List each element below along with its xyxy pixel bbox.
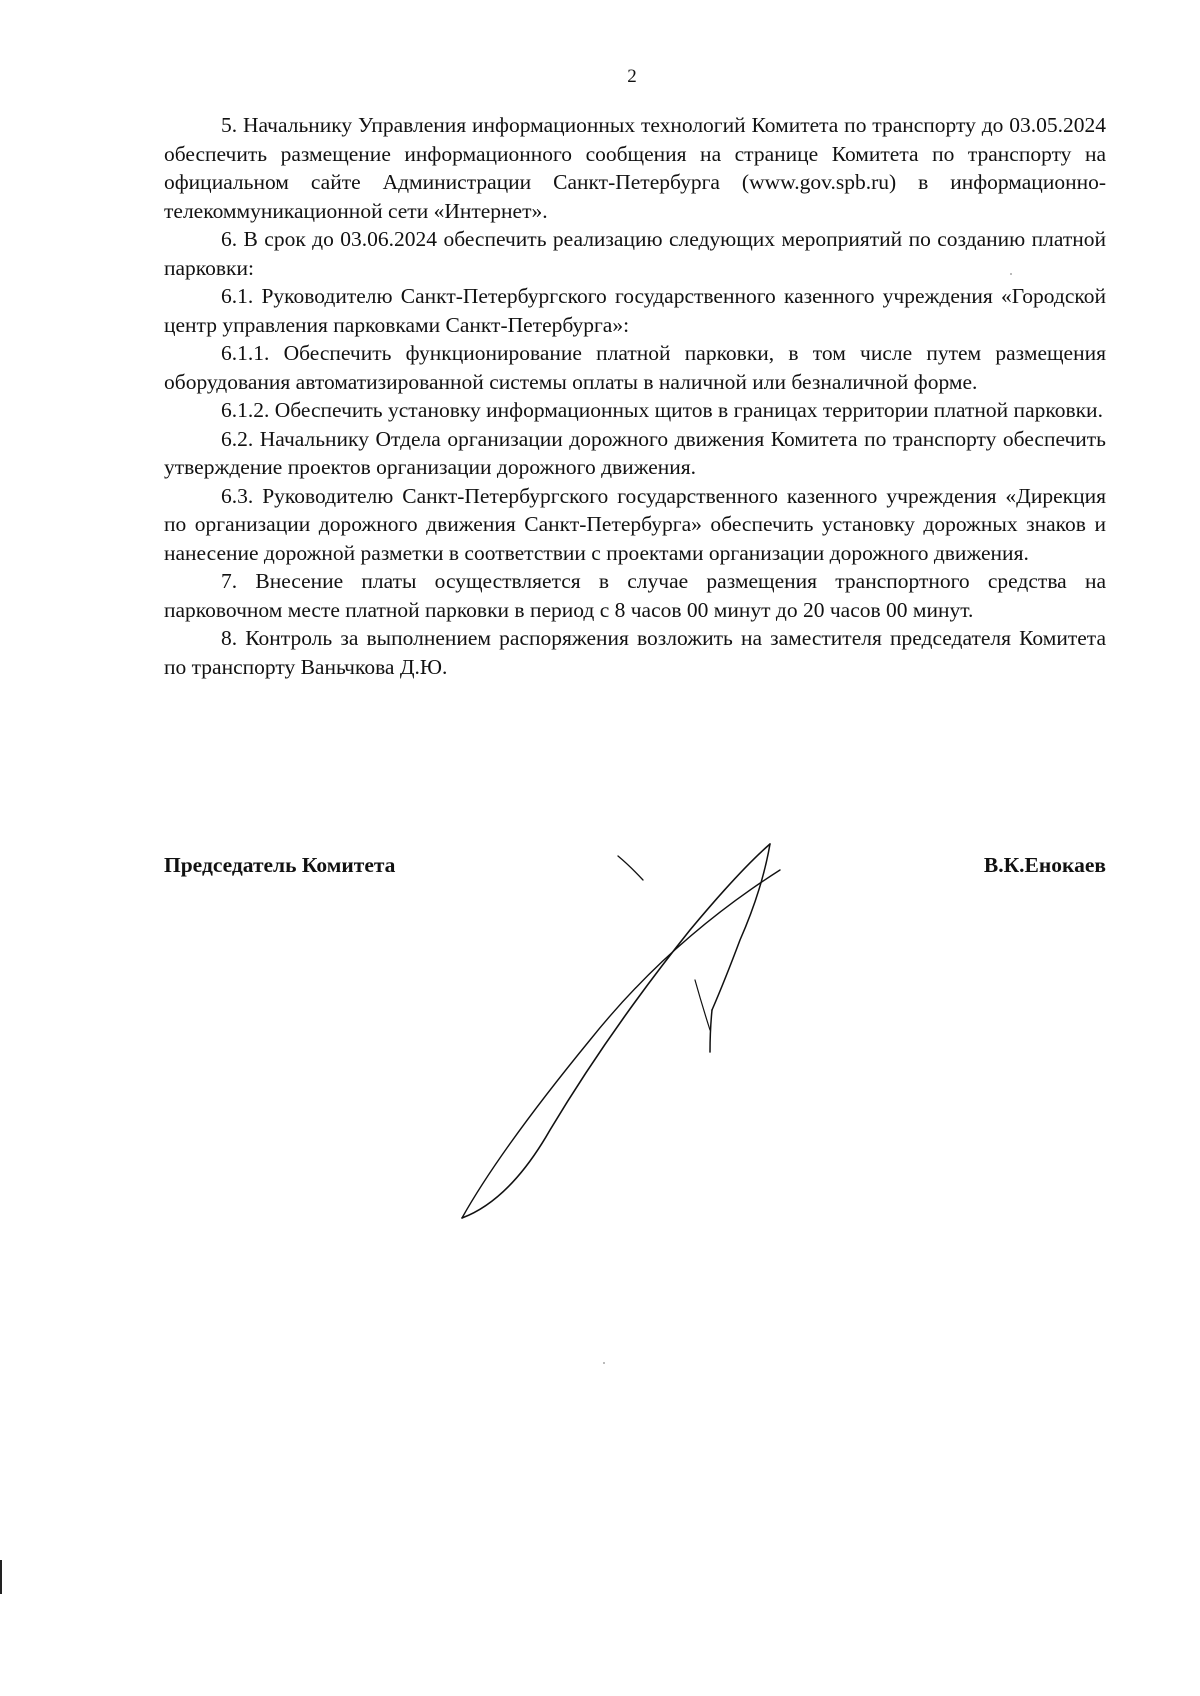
handwritten-signature bbox=[440, 830, 800, 1230]
scan-speck bbox=[1010, 273, 1012, 275]
document-body bbox=[164, 111, 1106, 681]
scan-edge-mark bbox=[0, 1560, 2, 1594]
scan-speck bbox=[603, 1362, 605, 1364]
paragraph-6-2: 6.2. Начальнику Отдела организации дорожного движения Комитета по транспорту обеспечить утверждение проектов организации дорожного движения. bbox=[164, 426, 1106, 479]
paragraph-7: 7. Внесение платы осуществляется в случае размещения транспортного средства на парковочном месте платной парковки в период с 8 часов 00 минут до 20 часов 00 минут. bbox=[164, 569, 1106, 622]
signatory-name: В.К.Енокаев bbox=[983, 853, 1106, 877]
paragraph-6-1-1: 6.1.1. Обеспечить функционирование платной парковки, в том числе путем размещения оборудования автоматизированной системы оплаты в наличной или безналичной форме. bbox=[164, 341, 1106, 394]
signatory-title: Председатель Комитета bbox=[164, 853, 396, 877]
paragraph-6: 6. В срок до 03.06.2024 обеспечить реализацию следующих мероприятий по созданию платной парковки: bbox=[164, 227, 1106, 280]
paragraph-6-3: 6.3. Руководителю Санкт-Петербургского государственного казенного учреждения «Дирекция по организации дорожного движения Санкт-Петербурга» обеспечить установку дорожных знаков и нанесение дорожной разметки в соответствии с проектами организации дорожного движения. bbox=[164, 483, 1106, 565]
paragraph-6-1: 6.1. Руководителю Санкт-Петербургского государственного казенного учреждения «Городской центр управления парковками Санкт-Петербурга»: bbox=[164, 284, 1106, 337]
paragraph-5: 5. Начальнику Управления информационных технологий Комитета по транспорту до 03.05.2024 обеспечить размещение информационного сообщения на странице Комитета по транспорту на официальном сайте Администрации Санкт-Петербурга (www.gov.spb.ru) в информационно-телекоммуникационной сети «Интернет». bbox=[164, 113, 1106, 223]
paragraph-8: 8. Контроль за выполнением распоряжения возложить на заместителя председателя Комитета по транспорту Ваньчкова Д.Ю. bbox=[164, 626, 1106, 679]
page-number: 2 bbox=[627, 66, 637, 87]
paragraph-6-1-2: 6.1.2. Обеспечить установку информационных щитов в границах территории платной парковки. bbox=[221, 398, 1103, 422]
